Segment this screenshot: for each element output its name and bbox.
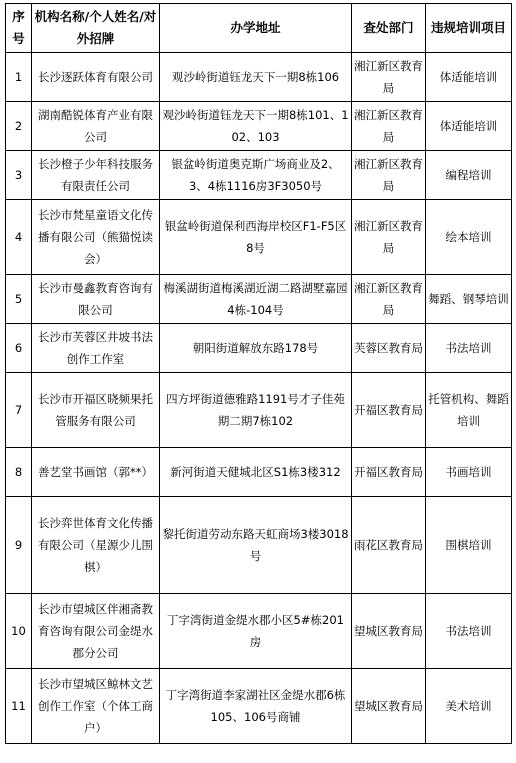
row-no: 11 [6,669,32,744]
row-no: 8 [6,448,32,497]
row-dept: 望城区教育局 [352,594,426,669]
row-dept: 湘江新区教育局 [352,53,426,102]
row-address: 丁字湾街道李家湖社区金缇水郡6栋105、106号商铺 [160,669,352,744]
row-org: 长沙市开福区晓频果托管服务有限公司 [32,373,160,448]
header-org: 机构名称/个人姓名/对外招牌 [32,4,160,53]
table-row [6,669,512,744]
header-row [6,4,512,53]
row-item: 托管机构、舞蹈培训 [426,373,512,448]
row-dept: 湘江新区教育局 [352,200,426,275]
row-item: 绘本培训 [426,200,512,275]
row-item: 围棋培训 [426,497,512,594]
row-no: 5 [6,275,32,324]
table-row [6,151,512,200]
row-address: 朝阳街道解放东路178号 [160,324,352,373]
header-item: 违规培训项目 [426,4,512,53]
row-org: 长沙弈世体育文化传播有限公司（星源少儿围棋） [32,497,160,594]
table-row [6,448,512,497]
row-no: 4 [6,200,32,275]
row-no: 3 [6,151,32,200]
row-address: 观沙岭街道钰龙天下一期8栋106 [160,53,352,102]
row-no: 9 [6,497,32,594]
row-org: 善艺堂书画馆（郭**） [32,448,160,497]
row-org: 长沙市望城区伴湘斋教育咨询有限公司金缇水郡分公司 [32,594,160,669]
row-item: 体适能培训 [426,102,512,151]
row-address: 四方坪街道德雅路1191号才子佳苑期二期7栋102 [160,373,352,448]
row-no: 10 [6,594,32,669]
row-item: 书法培训 [426,594,512,669]
table-row [6,275,512,324]
row-dept: 湘江新区教育局 [352,275,426,324]
row-item: 书法培训 [426,324,512,373]
row-org: 长沙橙子少年科技服务有限责任公司 [32,151,160,200]
row-address: 丁字湾街道金缇水郡小区5#栋201房 [160,594,352,669]
row-no: 1 [6,53,32,102]
table-row [6,102,512,151]
row-dept: 开福区教育局 [352,448,426,497]
row-address: 观沙岭街道钰龙天下一期8栋101、102、103 [160,102,352,151]
table-row [6,324,512,373]
row-address: 新河街道天健城北区S1栋3楼312 [160,448,352,497]
header-no: 序号 [6,4,32,53]
row-org: 长沙市曼鑫教育咨询有限公司 [32,275,160,324]
table-row [6,200,512,275]
row-no: 7 [6,373,32,448]
row-item: 美术培训 [426,669,512,744]
row-address: 银盆岭街道保利西海岸校区F1-F5区8号 [160,200,352,275]
row-dept: 雨花区教育局 [352,497,426,594]
row-item: 体适能培训 [426,53,512,102]
row-org: 长沙市梵星童语文化传播有限公司（熊猫悦读会） [32,200,160,275]
violations-table [5,3,512,744]
row-dept: 开福区教育局 [352,373,426,448]
table-row [6,373,512,448]
row-dept: 芙蓉区教育局 [352,324,426,373]
row-item: 编程培训 [426,151,512,200]
row-org: 长沙市芙蓉区井坡书法创作工作室 [32,324,160,373]
table-row [6,497,512,594]
row-address: 黎托街道劳动东路天虹商场3楼3018号 [160,497,352,594]
row-dept: 望城区教育局 [352,669,426,744]
row-dept: 湘江新区教育局 [352,102,426,151]
table-row [6,53,512,102]
row-item: 书画培训 [426,448,512,497]
row-dept: 湘江新区教育局 [352,151,426,200]
header-address: 办学地址 [160,4,352,53]
row-no: 2 [6,102,32,151]
row-org: 湖南酷锐体育产业有限公司 [32,102,160,151]
row-no: 6 [6,324,32,373]
row-address: 银盆岭街道奥克斯广场商业及2、3、4栋1116房3F3050号 [160,151,352,200]
row-org: 长沙市望城区鲸林文艺创作工作室（个体工商户） [32,669,160,744]
table-row [6,594,512,669]
row-address: 梅溪湖街道梅溪湖近湖二路湖墅嘉园4栋-104号 [160,275,352,324]
header-dept: 查处部门 [352,4,426,53]
row-org: 长沙逐跃体育有限公司 [32,53,160,102]
row-item: 舞蹈、钢琴培训 [426,275,512,324]
